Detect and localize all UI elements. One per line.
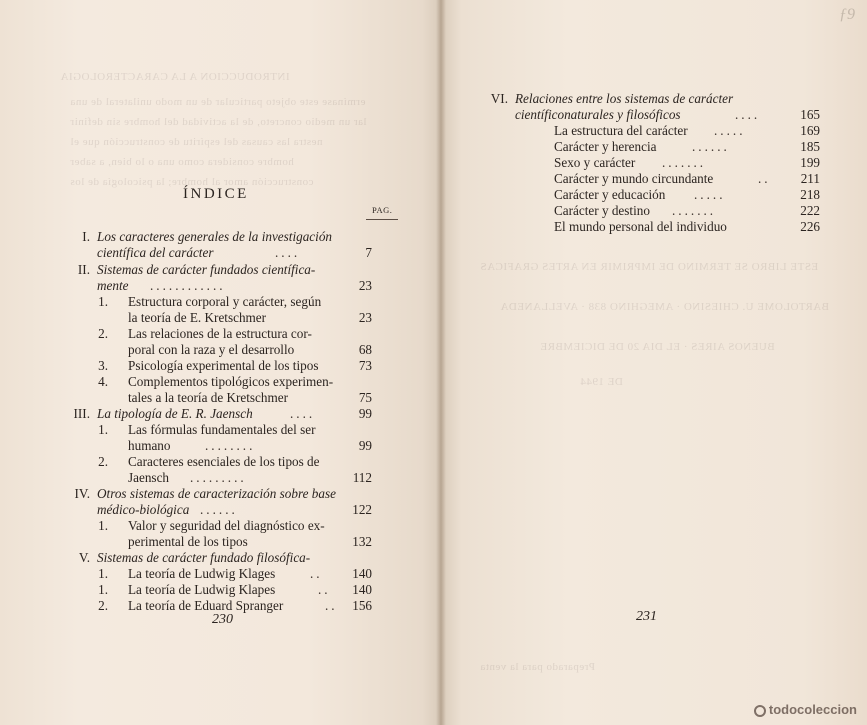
toc-entry-title-line: Carácter y educación [554, 187, 666, 202]
toc-entry-title-line: La tipología de E. R. Jaensch [97, 406, 253, 421]
toc-entry-number: 3. [98, 358, 108, 373]
toc-entry-title-line: científica del carácter [97, 245, 214, 261]
toc-entry-title-line: Carácter y destino [554, 203, 650, 218]
show-through-text: lar un medio concreto, de la actividad del hombre sin definir [70, 116, 367, 128]
toc-entry-title-line: Carácter y mundo circundante [554, 171, 714, 186]
toc-entry-number: IV. [74, 486, 90, 501]
toc-entry-number: 1. [98, 582, 108, 597]
leader-dots: ......... [190, 470, 247, 486]
show-through-text: ermínase este objeto particular de un modo unilateral de una [70, 96, 366, 108]
toc-entry-page: 7 [365, 245, 372, 261]
toc-entry-title-line: poral con la raza y el desarrollo [128, 342, 295, 358]
leader-dots: ...... [692, 139, 730, 154]
show-through-text: INTRODUCCION A LA CARACTEROLOGIA [60, 71, 290, 83]
toc-entry-title-line: Las fórmulas fundamentales del ser [128, 422, 316, 437]
toc-entry-title-line: humano [128, 438, 171, 454]
toc-entry-number: 4. [98, 374, 108, 389]
toc-entry-page: 156 [352, 598, 372, 613]
toc-entry-number: 1. [98, 294, 108, 309]
toc-entry-title-line: Otros sistemas de caracterización sobre base [97, 486, 336, 501]
book-gutter [436, 0, 446, 725]
show-through-text: BUENOS AIRES · EL DIA 20 DE DICIEMBRE [540, 341, 775, 353]
show-through-text: ESTE LIBRO SE TERMINO DE IMPRIMIR EN ARTES GRAFICAS [480, 261, 819, 273]
leader-dots: ...... [200, 502, 238, 518]
toc-entry-title-line: Valor y seguridad del diagnóstico ex- [128, 518, 325, 533]
toc-entry-page: 73 [358, 358, 372, 373]
leader-dots: .... [735, 107, 761, 123]
left-page-number: 230 [212, 612, 233, 627]
toc-entry-number: III. [73, 406, 90, 421]
leader-dots: ....... [672, 203, 717, 218]
toc-entry-title-line: tales a la teoría de Kretschmer [128, 390, 289, 406]
toc-entry-title-line: médico-biológica [97, 502, 190, 518]
leader-dots: ....... [662, 155, 707, 170]
leader-dots: .. [318, 582, 331, 597]
toc-entry-title-line: La estructura del carácter [554, 123, 688, 138]
toc-entry-number: II. [77, 262, 90, 277]
leader-dots: ........ [205, 438, 256, 454]
toc-entry-page: 112 [352, 470, 372, 486]
toc-entry-page: 132 [352, 534, 372, 550]
toc-entry-page: 99 [358, 438, 372, 454]
toc-entry-page: 68 [358, 342, 372, 358]
toc-entry-title-line: Sistemas de carácter fundado filosófica- [97, 550, 311, 565]
show-through-text: Preparado para la venta [480, 661, 596, 673]
toc-entry-title-line: La teoría de Ludwig Klapes [128, 582, 276, 597]
toc-entry-title-line: La teoría de Eduard Spranger [128, 598, 284, 613]
leader-dots: ............ [150, 278, 226, 294]
toc-entry-page: 140 [352, 582, 372, 597]
right-page-number: 231 [636, 609, 657, 624]
toc-entry-title-line: Sistemas de carácter fundados científica- [97, 262, 316, 277]
toc-entry-title-line: científiconaturales y filosóficos [515, 107, 681, 123]
heading-rule [366, 219, 398, 220]
toc-entry-page: 75 [358, 390, 372, 406]
toc-entry-page: 23 [358, 278, 372, 294]
toc-entry-title-line: Relaciones entre los sistemas de carácter [515, 91, 734, 106]
toc-entry-page: 99 [358, 406, 372, 421]
toc-entry-title-line: la teoría de E. Kretschmer [128, 310, 267, 326]
watermark-text: todocoleccion [768, 702, 857, 717]
toc-entry-number: V. [78, 550, 90, 565]
toc-entry-page: 169 [800, 123, 820, 138]
show-through-text: hombre considera como una o lo bien, a saber [70, 156, 294, 168]
page-column-label: PAG. [372, 205, 393, 215]
toc-entry-page: 218 [800, 187, 820, 202]
toc-entry-title-line: Los caracteres generales de la investigación [97, 229, 333, 244]
leader-dots: .. [310, 566, 323, 581]
leader-dots: ..... [694, 187, 726, 202]
show-through-text: construcción amor al hombre; la psicología de los [70, 176, 314, 188]
leader-dots: .. [325, 598, 338, 613]
toc-entry-title-line: Las relaciones de la estructura cor- [128, 326, 312, 341]
toc-entry-title-line: Complementos tipológicos experimen- [128, 374, 334, 389]
toc-entry-page: 165 [800, 107, 820, 123]
show-through-text: BARTOLOME U. CHIESINO · AMEGHINO 838 · AVELLANEDA [500, 301, 829, 313]
toc-entry-number: 2. [98, 454, 108, 469]
toc-entry-number: 1. [98, 518, 108, 533]
leader-dots: ..... [714, 123, 746, 138]
toc-entry-page: 122 [352, 502, 372, 518]
corner-mark: ƒ9 [839, 6, 855, 23]
toc-entry-number: 2. [98, 326, 108, 341]
toc-entry-title-line: Jaensch [128, 470, 170, 486]
show-through-text: DE 1944 [580, 376, 623, 388]
toc-entry-title-line: Psicología experimental de los tipos [128, 358, 319, 373]
toc-entry-title-line: mente [97, 278, 129, 294]
toc-entry-page: 140 [352, 566, 372, 581]
toc-entry-page: 222 [800, 203, 820, 218]
toc-entry-page: 23 [358, 310, 372, 326]
toc-entry-number: I. [82, 229, 90, 244]
toc-entry-page: 185 [800, 139, 820, 154]
toc-entry-number: 1. [98, 422, 108, 437]
toc-entry-page: 226 [800, 219, 820, 234]
toc-entry-title-line: La teoría de Ludwig Klages [128, 566, 276, 581]
watermark [754, 702, 857, 717]
toc-entry-title-line: El mundo personal del individuo [554, 219, 727, 234]
toc-entry-page: 211 [800, 171, 820, 186]
leader-dots: .... [275, 245, 301, 261]
toc-entry-title-line: Estructura corporal y carácter, según [128, 294, 322, 309]
toc-entry-title-line: Caracteres esenciales de los tipos de [128, 454, 320, 469]
index-heading: ÍNDICE [183, 186, 249, 202]
toc-entry-number: 2. [98, 598, 108, 613]
toc-entry-page: 199 [800, 155, 820, 170]
leader-dots: .. [758, 171, 771, 186]
show-through-text: nestra las causas del espíritu de construcción que el [70, 136, 323, 148]
toc-entry-number: VI. [490, 91, 508, 106]
leader-dots: .... [290, 406, 316, 421]
watermark-logo-icon [754, 705, 766, 717]
toc-entry-title-line: perimental de los tipos [128, 534, 248, 550]
toc-entry-title-line: Sexo y carácter [554, 155, 636, 170]
toc-entry-title-line: Carácter y herencia [554, 139, 657, 154]
toc-entry-number: 1. [98, 566, 108, 581]
